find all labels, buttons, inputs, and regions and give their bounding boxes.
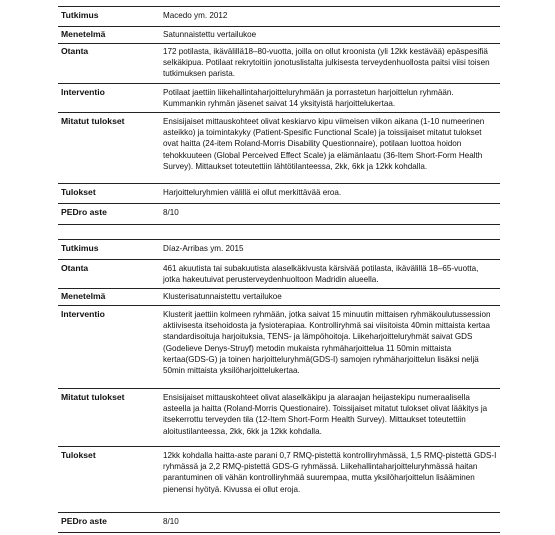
row-divider xyxy=(58,224,500,225)
value-tutkimus: Díaz-Arribas ym. 2015 xyxy=(163,244,244,253)
label-mitatut-tulokset: Mitatut tulokset xyxy=(61,392,125,402)
row-divider xyxy=(58,26,500,27)
label-tutkimus: Tutkimus xyxy=(61,243,99,253)
row-divider xyxy=(58,305,500,306)
row-divider xyxy=(58,288,500,289)
label-interventio: Interventio xyxy=(61,309,105,319)
label-menetelma: Menetelmä xyxy=(61,291,106,301)
row-divider xyxy=(58,388,500,389)
row-divider xyxy=(58,83,500,84)
label-interventio: Interventio xyxy=(61,87,105,97)
label-tutkimus: Tutkimus xyxy=(61,10,99,20)
value-tutkimus: Macedo ym. 2012 xyxy=(163,11,228,20)
value-menetelma: Klusterisatunnaistettu vertailukoe xyxy=(163,292,282,301)
row-divider xyxy=(58,259,500,260)
value-mitatut-tulokset: Ensisijaiset mittauskohteet olivat keskiarvo kipu viimeisen viikon aikana (1-10 numeerinen asteikko) ja toimintakyky (Patient-Spesific Functional Scale) ja toissijaiset mitatut tulokset ovat haitta (24-item Roland-Morris Disability Questionnaire), potilaan luottoa hoidon tehokkuuteen (Global Perceived Effect Scale) ja elämänlaatu (36-Item Short-Form Health Survey). Mittaukset toteutettiin lähtötilanteessa, 2kk, 6kk ja 12kk kohdalla. xyxy=(163,117,485,171)
value-pedro-aste: 8/10 xyxy=(163,517,179,526)
label-pedro-aste: PEDro aste xyxy=(61,516,107,526)
value-interventio: Potilaat jaettiin liikehallintaharjoitteluryhmään ja porrastetun harjoittelun ryhmään. Kummankin ryhmän jäsenet saivat 14 yksityistä harjoittelukertaa. xyxy=(163,88,454,109)
value-interventio: Klusterit jaettiin kolmeen ryhmään, jotka saivat 15 minuutin mittaisen ryhmäkoulutussession aktiivisesta itsehoidosta ja fysioterapiaa. Kontrolliryhmä sai viisitoista 40min mittaista kertaa standardisoituja harjoituksia, TENS- ja lämpöhoitoja. Liikeharjoitteluryhmät saivat GDS (Godelieve Denys-Struyf) metodin mukaista ryhmäharjoittelua 11 50min mittaista kertaa(GDS-G) ja toinen harjoitteluryhmä(GDS-I) samojen ryhmäharjoittelun lisäksi neljä 50min mittaista yksilöharjoittelukertaa. xyxy=(163,310,491,376)
row-divider xyxy=(58,112,500,113)
row-divider xyxy=(58,43,500,44)
label-tulokset: Tulokset xyxy=(61,450,96,460)
value-pedro-aste: 8/10 xyxy=(163,208,179,217)
row-divider xyxy=(58,512,500,513)
value-mitatut-tulokset: Ensisijaiset mittauskohteet olivat alaselkäkipu ja alaraajan heijastekipu numeraalisella asteella ja haitta (Roland-Morris Questionaire). Toissijaiset mitatut tulokset olivat lääkitys ja itsekerrottu terveyden tila (12-Item Short-Form Health Survey). Mittaukset toteutettiin aloitustilanteessa, 2kk, 6kk ja 12kk kohdalla. xyxy=(163,393,488,436)
label-otanta: Otanta xyxy=(61,263,89,273)
label-tulokset: Tulokset xyxy=(61,187,96,197)
value-tulokset: Harjoitteluryhmien välillä ei ollut merkittävää eroa. xyxy=(163,188,342,197)
row-divider xyxy=(58,6,500,7)
value-otanta: 172 potilasta, ikävälillä18–80-vuotta, joilla on ollut kroonista (yli 12kk kestävää) epäspesifiä selkäkipua. Potilaat rekrytoitiin jonotuslistalta julkisesta terveydenhuollosta paitsi viisi toisen tutkimuksen parista. xyxy=(163,47,490,79)
value-menetelma: Satunnaistettu vertailukoe xyxy=(163,30,257,39)
label-pedro-aste: PEDro aste xyxy=(61,207,107,217)
label-otanta: Otanta xyxy=(61,46,89,56)
study-table-diaz-arribas xyxy=(58,237,500,535)
row-divider xyxy=(58,532,500,533)
study-table-macedo xyxy=(58,0,500,230)
label-menetelma: Menetelmä xyxy=(61,29,106,39)
row-divider xyxy=(58,183,500,184)
row-divider xyxy=(58,446,500,447)
value-tulokset: 12kk kohdalla haitta-aste parani 0,7 RMQ-pistettä kontrolliryhmässä, 1,5 RMQ-pistettä GDS-I ryhmässä ja 2,2 RMQ-pistettä GDS-G ryhmässä. Liikehallintaharjoitteluryhmässä haitan parantuminen oli vähän kontrolliryhmää suurempaa, mutta yksilöharjoittelun lisääminen pienensi hyötyä. Kivussa ei ollut eroja. xyxy=(163,451,497,494)
label-mitatut-tulokset: Mitatut tulokset xyxy=(61,116,125,126)
row-divider xyxy=(58,239,500,240)
value-otanta: 461 akuutista tai subakuutista alaselkäkivusta kärsivää potilasta, ikävälillä 18–65-vuotta, jotka hakeutuivat perusterveydenhuoltoon Madridin alueella. xyxy=(163,264,479,285)
row-divider xyxy=(58,203,500,204)
